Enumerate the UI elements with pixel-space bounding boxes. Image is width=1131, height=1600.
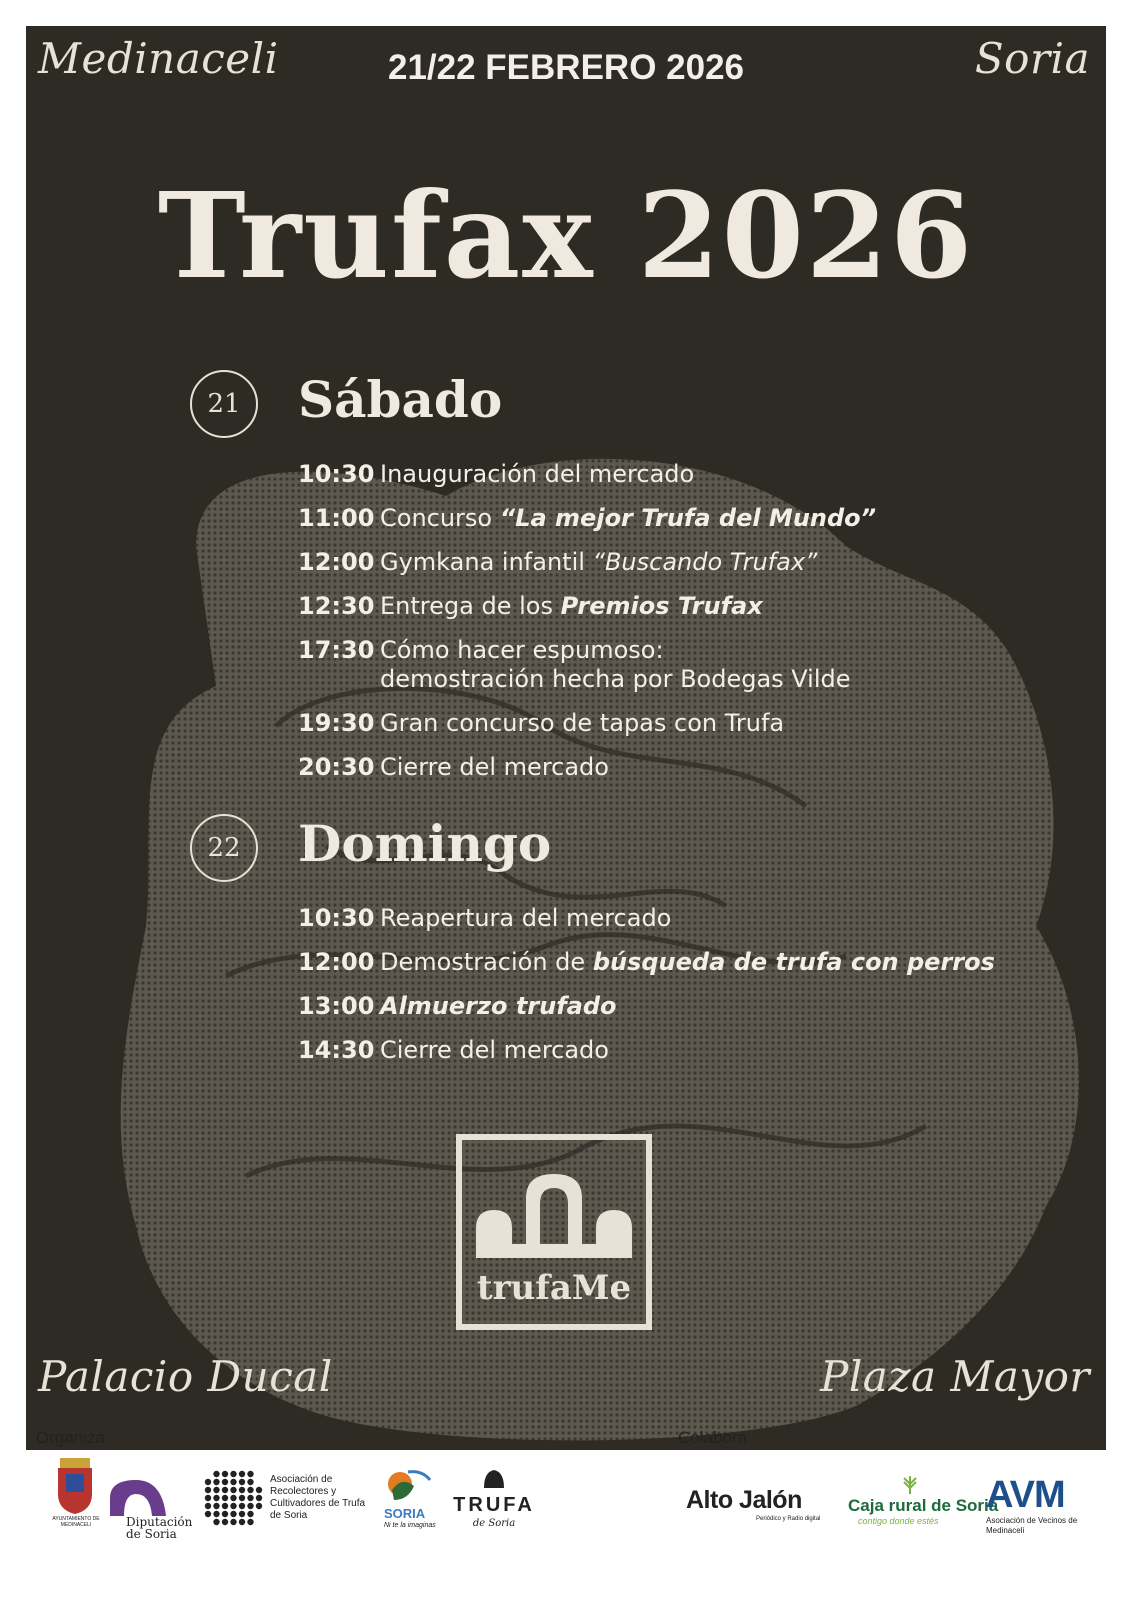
event-time: 19:30 (298, 709, 375, 737)
event-text-part: Cierre del mercado (380, 753, 609, 781)
place-top-left: Medinaceli (38, 34, 279, 83)
event-text-part: Premios Trufax (560, 592, 763, 620)
event-text-part: Cómo hacer espumoso: (380, 636, 664, 664)
event-description (380, 460, 1070, 489)
day-name: Sábado (298, 370, 503, 429)
event-text-part: “La mejor Trufa del Mundo” (499, 504, 877, 532)
organizer-soria (378, 1466, 438, 1538)
organiza-label: Organiza (36, 1428, 105, 1447)
place-bottom-right: Plaza Mayor (820, 1352, 1090, 1401)
organizer-trufa-subtext: de Soria (472, 1518, 516, 1529)
truffle-mark-icon (448, 1466, 540, 1492)
colabora-label: Colabora (678, 1428, 747, 1447)
collaborator-altojalon-subtext: Periódico y Radio digital (756, 1516, 821, 1522)
event-time: 12:30 (298, 592, 375, 620)
coat-of-arms-icon (52, 1456, 98, 1516)
event-description (380, 753, 1070, 782)
place-bottom-left: Palacio Ducal (38, 1352, 333, 1401)
organizer-diputacion-text: Diputación de Soria (126, 1515, 193, 1541)
dots-circle-icon (202, 1468, 264, 1528)
event-text-part: Reapertura del mercado (380, 904, 672, 932)
collaborator-cajarural (848, 1474, 999, 1534)
collaborator-cajarural-subtext: contigo donde estés (858, 1516, 939, 1526)
soria-tourism-icon (378, 1466, 434, 1510)
organizer-trufa (448, 1466, 540, 1538)
collaborator-altojalon (686, 1486, 836, 1526)
event-description (380, 948, 1070, 977)
event-time: 17:30 (298, 636, 375, 664)
poster-title: Trufax 2026 (157, 166, 975, 305)
place-top-right: Soria (974, 34, 1090, 83)
event-description (380, 992, 1070, 1021)
organizer-soria-text: SORIA (384, 1506, 426, 1521)
collaborator-avm-text: AVM (986, 1474, 1065, 1516)
event-text-part: búsqueda de trufa con perros (592, 948, 995, 976)
event-time: 12:00 (298, 548, 375, 576)
event-text-part: Cierre del mercado (380, 1036, 609, 1064)
event-time: 14:30 (298, 1036, 375, 1064)
event-text-part: Gymkana infantil (380, 548, 593, 576)
organizer-diputacion (108, 1476, 200, 1546)
collaborator-avm (986, 1474, 1080, 1540)
organizer-trufa-text: TRUFA (453, 1494, 535, 1516)
event-description (380, 592, 1070, 621)
event-time: 12:00 (298, 948, 375, 976)
event-description (380, 636, 1070, 694)
event-description (380, 709, 1070, 738)
organizer-ayuntamiento (52, 1456, 98, 1532)
trufame-logo (456, 1134, 652, 1330)
event-text-part: Concurso (380, 504, 500, 532)
event-text-part: Almuerzo trufado (380, 992, 617, 1020)
day-number-badge: 21 (190, 370, 258, 438)
event-description (380, 504, 1070, 533)
event-time: 20:30 (298, 753, 375, 781)
event-text-part: demostración hecha por Bodegas Vilde (380, 665, 851, 693)
event-text-part: Inauguración del mercado (380, 460, 695, 488)
event-text-part: “Buscando Trufax” (592, 548, 818, 576)
event-time: 11:00 (298, 504, 375, 532)
collaborator-altojalon-text: Alto Jalón (686, 1486, 802, 1514)
event-time: 10:30 (298, 904, 375, 932)
organizer-asociacion-text: Asociación de Recolectores y Cultivadores de Trufa de Soria (270, 1474, 366, 1521)
event-description (380, 1036, 1070, 1065)
diputacion-arch-icon (108, 1476, 168, 1518)
collaborator-cajarural-text: Caja rural de Soria (848, 1496, 999, 1515)
event-description (380, 548, 1070, 577)
logo-text: trufaMe (476, 1268, 632, 1308)
arches-icon (462, 1140, 646, 1260)
day-name: Domingo (298, 814, 552, 873)
event-description (380, 904, 1070, 933)
event-text-part: Entrega de los (380, 592, 561, 620)
collaborator-avm-subtext: Asociación de Vecinos de Medinaceli (986, 1516, 1078, 1535)
event-text-part: Gran concurso de tapas con Trufa (380, 709, 785, 737)
organizer-asociacion (202, 1468, 378, 1532)
event-dates: 21/22 FEBRERO 2026 (387, 48, 744, 87)
event-text-part: Demostración de (380, 948, 593, 976)
day-number-badge: 22 (190, 814, 258, 882)
wheat-icon (848, 1474, 974, 1494)
event-time: 13:00 (298, 992, 375, 1020)
poster (26, 26, 1106, 1450)
organizer-soria-subtext: Ni te la imaginas (384, 1522, 436, 1529)
event-time: 10:30 (298, 460, 375, 488)
organizer-ayuntamiento-text: AYUNTAMIENTO DE MEDINACELI (52, 1516, 100, 1528)
